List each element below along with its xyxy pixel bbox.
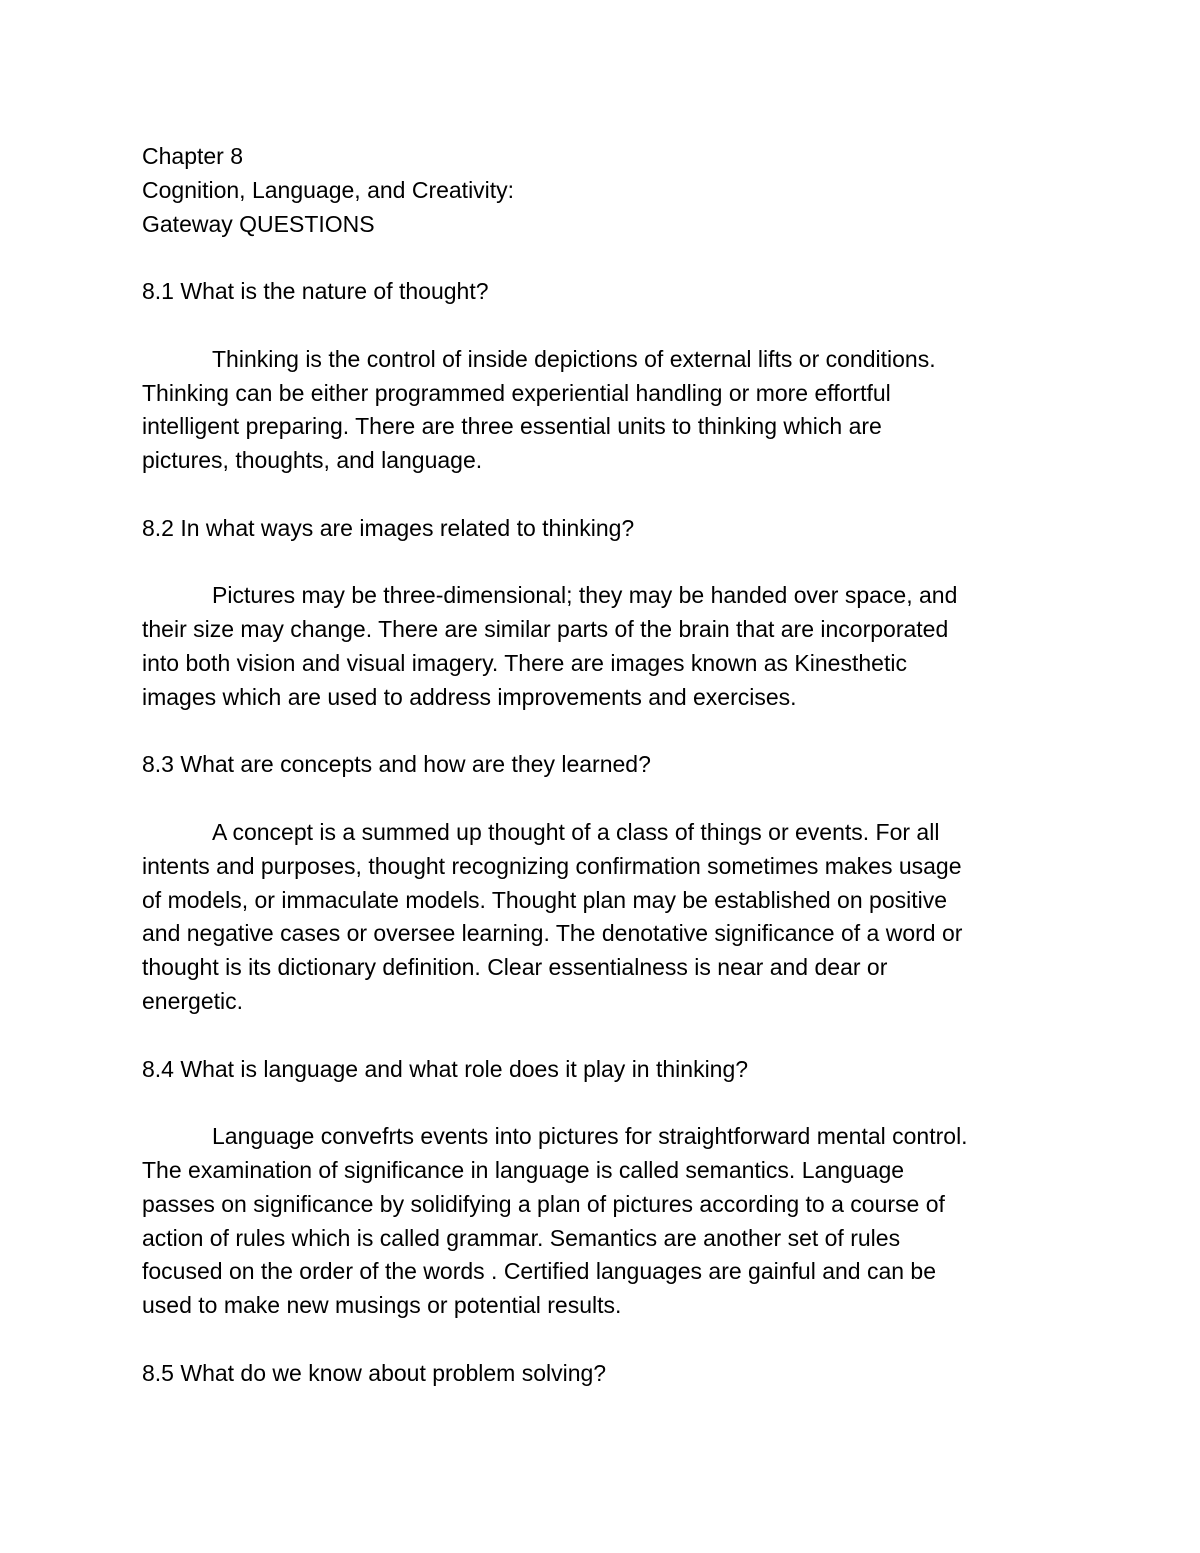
answer-line: Thinking can be either programmed experiential handling or more effortful [142,379,891,406]
answer-8-1 [142,343,1062,478]
chapter-subtitle: Gateway QUESTIONS [142,210,375,237]
spacer [142,715,1062,749]
question-8-2: 8.2 In what ways are images related to thinking? [142,514,635,541]
answer-line: their size may change. There are similar parts of the brain that are incorporated [142,616,949,643]
spacer [142,478,1062,512]
answer-line: Thinking is the control of inside depictions of external lifts or conditions. [212,345,936,372]
chapter-label: Chapter 8 [142,143,244,169]
answer-line: intents and purposes, thought recognizing confirmation sometimes makes usage [142,852,962,879]
answer-8-3 [142,816,1062,1019]
document-page [142,140,1062,1390]
answer-line: images which are used to address improvements and exercises. [142,683,797,710]
answer-line: used to make new musings or potential results. [142,1292,622,1319]
answer-line: focused on the order of the words . Certified languages are gainful and can be [142,1258,937,1285]
answer-line: and negative cases or oversee learning. The denotative significance of a word or [142,920,963,947]
spacer [142,782,1062,816]
chapter-title: Cognition, Language, and Creativity: [142,176,515,203]
spacer [142,309,1062,343]
answer-8-4 [142,1120,1062,1323]
spacer [142,546,1062,580]
question-8-5: 8.5 What do we know about problem solving? [142,1359,607,1386]
answer-8-2 [142,579,1062,714]
answer-line: pictures, thoughts, and language. [142,447,483,474]
question-8-4: 8.4 What is language and what role does it play in thinking? [142,1055,749,1082]
answer-line: thought is its dictionary definition. Clear essentialness is near and dear or [142,954,888,981]
answer-line: Pictures may be three-dimensional; they may be handed over space, and [212,582,958,609]
answer-line: The examination of significance in language is called semantics. Language [142,1156,905,1183]
answer-line: A concept is a summed up thought of a class of things or events. For all [212,818,940,845]
answer-line: of models, or immaculate models. Thought plan may be established on positive [142,886,948,913]
answer-line: energetic. [142,987,244,1014]
answer-line: action of rules which is called grammar. Semantics are another set of rules [142,1224,901,1251]
spacer [142,1323,1062,1357]
answer-line: into both vision and visual imagery. There are images known as Kinesthetic [142,649,907,676]
answer-line: Language convefrts events into pictures for straightforward mental control. [212,1123,968,1150]
spacer [142,1019,1062,1053]
question-8-3: 8.3 What are concepts and how are they learned? [142,751,651,778]
question-8-1: 8.1 What is the nature of thought? [142,278,489,305]
answer-line: passes on significance by solidifying a plan of pictures according to a course of [142,1190,945,1217]
spacer [142,241,1062,275]
answer-line: intelligent preparing. There are three essential units to thinking which are [142,413,882,440]
spacer [142,1086,1062,1120]
